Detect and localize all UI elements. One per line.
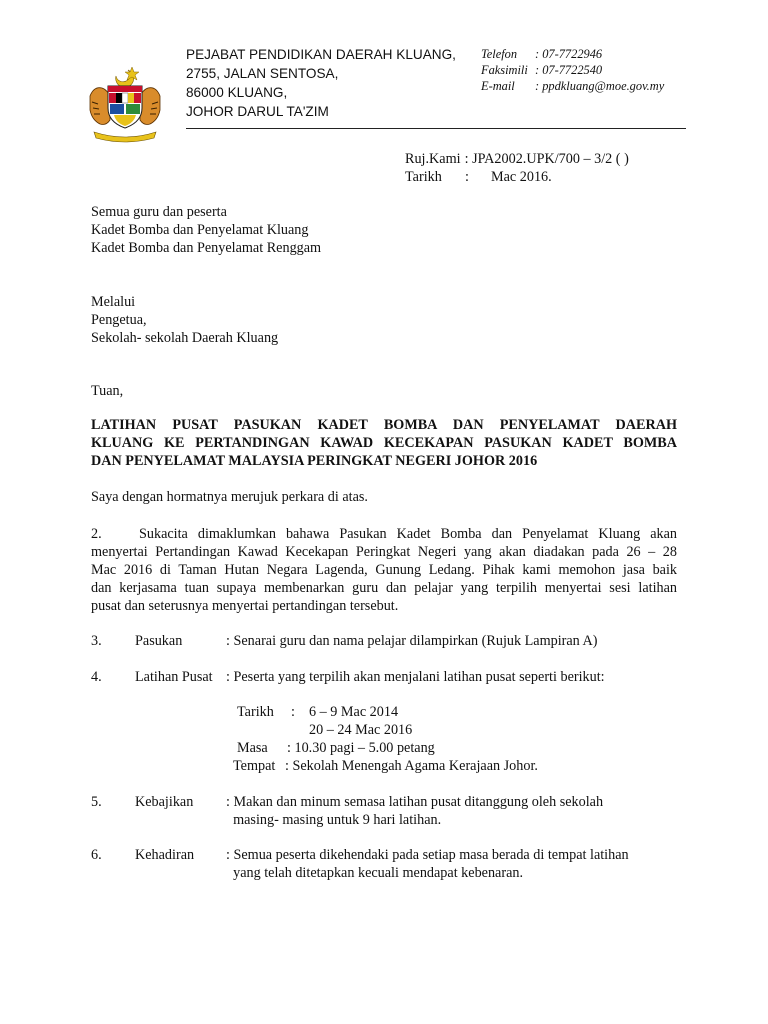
paragraph-line: dan kerjasama tuan supaya membenarkan guru dan pelajar yang terpilih menyertai sesi latihan (91, 580, 677, 596)
item-pasukan (91, 632, 691, 650)
contact-label: E-mail (481, 79, 515, 93)
paragraph-2 (91, 525, 677, 615)
item-row (91, 793, 691, 811)
letter-title (91, 416, 677, 470)
schedule-value: 6 – 9 Mac 2014 (309, 704, 399, 720)
item-kebajikan (91, 793, 691, 829)
paragraph-number: 2. (91, 526, 102, 542)
recipients (91, 203, 321, 257)
item-number: 5. (91, 794, 102, 810)
schedule-label: Masa (237, 740, 268, 756)
paragraph-line: menyertai Pertandingan Kawad Kecekapan Peringkat Negeri yang akan diadakan pada 26 – 28 (91, 544, 677, 560)
schedule-label: Tarikh (237, 704, 274, 720)
item-row (91, 668, 691, 686)
title-line: DAN PENYELAMAT MALAYSIA PERINGKAT NEGERI JOHOR 2016 (91, 453, 538, 469)
schedule-row-tarikh-2 (229, 721, 538, 739)
schedule-label: Tempat (233, 758, 276, 774)
item-number: 4. (91, 669, 102, 685)
title-line: LATIHAN PUSAT PASUKAN KADET BOMBA DAN PENYELAMAT DAERAH (91, 417, 677, 433)
item-spacer (91, 811, 135, 829)
recipient-line: Semua guru dan peserta (91, 204, 227, 220)
recipient-line: Kadet Bomba dan Penyelamat Renggam (91, 240, 322, 256)
title-line: KLUANG KE PERTANDINGAN KAWAD KECEKAPAN PASUKAN KADET BOMBA (91, 435, 677, 451)
address-line: 2755, JALAN SENTOSA, (186, 66, 339, 81)
malaysia-coat-of-arms-icon (84, 62, 166, 144)
contact-details (481, 46, 664, 94)
contact-label: Faksimili (481, 63, 528, 77)
date-value: Mac 2016. (491, 169, 552, 185)
office-address (186, 45, 456, 121)
paragraph-2-first-row (91, 525, 677, 543)
date-row (405, 168, 629, 186)
schedule-row-tarikh (229, 703, 538, 721)
schedule-separator: : (291, 704, 295, 720)
item-spacer (135, 811, 226, 829)
contact-value: : 07-7722946 (535, 47, 603, 61)
contact-row-faksimili (481, 62, 664, 78)
contact-value: : 07-7722540 (535, 63, 603, 77)
via-block (91, 293, 278, 347)
contact-row-telefon (481, 46, 664, 62)
item-kehadiran (91, 846, 691, 882)
schedule-value: : Sekolah Menengah Agama Kerajaan Johor. (285, 758, 538, 774)
item-number: 6. (91, 847, 102, 863)
via-line: Sekolah- sekolah Daerah Kluang (91, 330, 279, 346)
schedule-value: : 10.30 pagi – 5.00 petang (287, 740, 435, 756)
item-row (91, 846, 691, 864)
item-label: Latihan Pusat (135, 669, 213, 685)
recipient-line: Kadet Bomba dan Penyelamat Kluang (91, 222, 309, 238)
item-row (91, 632, 691, 650)
paragraph-line: Sukacita dimaklumkan bahawa Pasukan Kadet Bomba dan Penyelamat Kluang akan (139, 526, 677, 542)
schedule-spacer (229, 721, 309, 739)
date-label: Tarikh (405, 169, 442, 185)
reference-row (405, 150, 629, 168)
paragraph-line: Mac 2016 di Taman Hutan Negara Lagenda, Gunung Ledang. Pihak kami memohon jasa baik (91, 562, 677, 578)
intro-paragraph: Saya dengan hormatnya merujuk perkara di atas. (91, 489, 368, 505)
header-divider (186, 128, 686, 129)
training-schedule (229, 703, 538, 775)
item-label: Pasukan (135, 633, 183, 649)
schedule-value: 20 – 24 Mac 2016 (309, 722, 413, 738)
date-separator: : (465, 169, 469, 185)
item-row-continued (91, 811, 691, 829)
item-value: masing- masing untuk 9 hari latihan. (226, 812, 442, 828)
schedule-row-masa (229, 739, 538, 757)
address-line: PEJABAT PENDIDIKAN DAERAH KLUANG, (186, 47, 456, 62)
address-line: 86000 KLUANG, (186, 85, 288, 100)
via-line: Melalui (91, 294, 136, 310)
item-latihan-pusat (91, 668, 691, 686)
address-line: JOHOR DARUL TA'ZIM (186, 104, 329, 119)
paragraph-line: pusat dan seterusnya menyertai pertandingan tersebut. (91, 598, 399, 614)
item-spacer (91, 864, 135, 882)
item-label: Kehadiran (135, 847, 195, 863)
contact-value: : ppdkluang@moe.gov.my (535, 79, 665, 93)
item-number: 3. (91, 633, 102, 649)
schedule-row-tempat (229, 757, 538, 775)
reference-block (405, 150, 629, 186)
item-value: yang telah ditetapkan kecuali mendapat kebenaran. (226, 865, 524, 881)
reference-label: Ruj.Kami (405, 151, 461, 167)
item-label: Kebajikan (135, 794, 194, 810)
contact-label: Telefon (481, 47, 518, 61)
item-value: : Senarai guru dan nama pelajar dilampirkan (Rujuk Lampiran A) (226, 633, 598, 649)
item-value: : Makan dan minum semasa latihan pusat ditanggung oleh sekolah (226, 794, 604, 810)
via-line: Pengetua, (91, 312, 147, 328)
reference-value: : JPA2002.UPK/700 – 3/2 ( ) (464, 151, 629, 167)
item-value: : Semua peserta dikehendaki pada setiap masa berada di tempat latihan (226, 847, 629, 863)
salutation: Tuan, (91, 383, 124, 399)
contact-row-email (481, 78, 664, 94)
item-value: : Peserta yang terpilih akan menjalani latihan pusat seperti berikut: (226, 669, 605, 685)
item-spacer (135, 864, 226, 882)
item-row-continued (91, 864, 691, 882)
